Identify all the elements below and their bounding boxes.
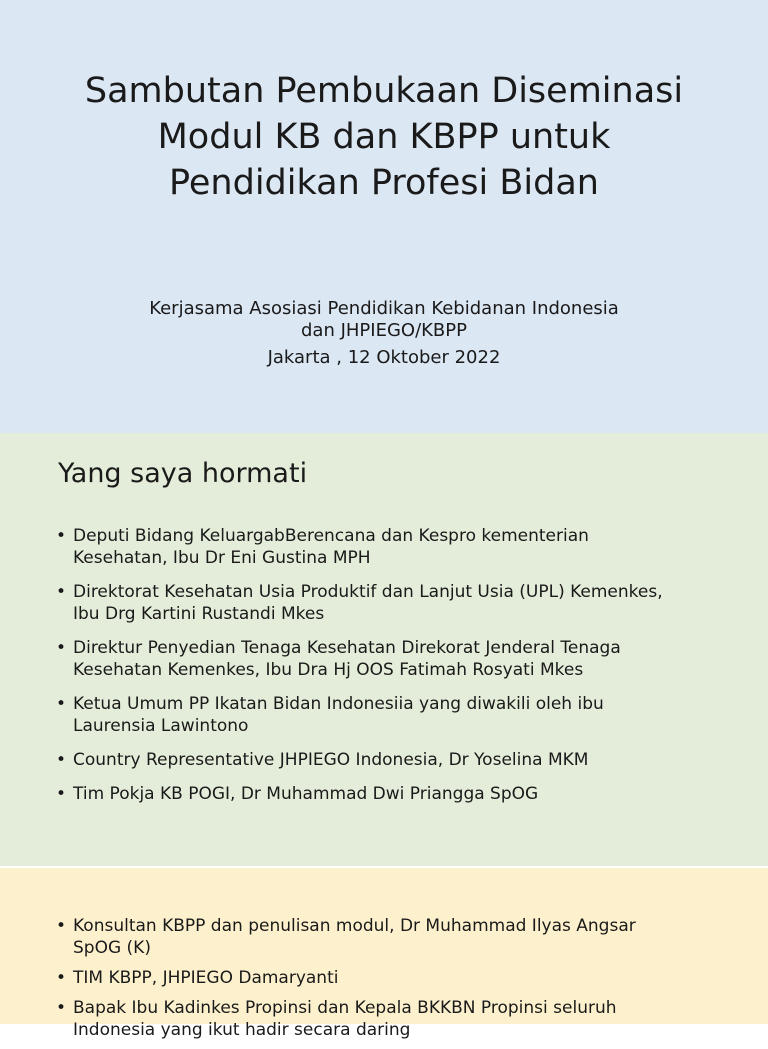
slide-greetings [0,433,768,866]
list-item [56,967,728,989]
list-item-line: Tim Pokja KB POGI, Dr Muhammad Dwi Priangga SpOG [73,784,539,804]
bullet-icon: • [56,638,67,658]
list-item [56,637,728,681]
list-item-line: Ibu Drg Kartini Rustandi Mkes [73,604,325,624]
list-item-line: Indonesia yang ikut hadir secara daring [73,1020,411,1040]
list-item-line: Bapak Ibu Kadinkes Propinsi dan Kepala BKKBN Propinsi seluruh [73,998,617,1018]
list-item [56,693,728,737]
slide-subtitle [40,298,728,370]
list-item [56,783,728,805]
list-item-line: Ketua Umum PP Ikatan Bidan Indonesiia yang diwakili oleh ibu [73,694,604,714]
slide-heading: Yang saya hormati [58,458,308,489]
list-item-line: SpOG (K) [73,938,151,958]
list-item-line: Direktorat Kesehatan Usia Produktif dan Lanjut Usia (UPL) Kemenkes, [73,582,663,602]
list-item [56,749,728,771]
greeting-list-continued [56,915,728,1049]
bullet-icon: • [56,582,67,602]
slide-title-heading [40,68,728,206]
bullet-icon: • [56,784,67,804]
bullet-icon: • [56,750,67,770]
list-item-line: Kesehatan, Ibu Dr Eni Gustina MPH [73,548,371,568]
list-item [56,581,728,625]
bullet-icon: • [56,916,67,936]
title-line-3: Pendidikan Profesi Bidan [169,163,599,203]
list-item-line: Direktur Penyedian Tenaga Kesehatan Direkorat Jenderal Tenaga [73,638,621,658]
list-item-line: TIM KBPP, JHPIEGO Damaryanti [73,968,339,988]
list-item-line: Country Representative JHPIEGO Indonesia, Dr Yoselina MKM [73,750,589,770]
title-line-1: Sambutan Pembukaan Diseminasi [84,71,684,111]
subtitle-line-2: dan JHPIEGO/KBPP [300,320,467,341]
list-item [56,997,728,1041]
list-item-line: Kesehatan Kemenkes, Ibu Dra Hj OOS Fatimah Rosyati Mkes [73,660,584,680]
subtitle-line-1: Kerjasama Asosiasi Pendidikan Kebidanan Indonesia [149,298,619,319]
subtitle-date: Jakarta , 12 Oktober 2022 [267,347,501,368]
slide-greetings-continued [0,868,768,1040]
title-line-2: Modul KB dan KBPP untuk [157,117,611,157]
bullet-icon: • [56,526,67,546]
bullet-icon: • [56,694,67,714]
bullet-icon: • [56,998,67,1018]
bullet-icon: • [56,968,67,988]
slide-title [0,0,768,433]
greeting-list [56,525,728,817]
list-item [56,915,728,959]
list-item-line: Konsultan KBPP dan penulisan modul, Dr Muhammad Ilyas Angsar [73,916,636,936]
list-item [56,525,728,569]
list-item-line: Deputi Bidang KeluargabBerencana dan Kespro kementerian [73,526,589,546]
list-item-line: Laurensia Lawintono [73,716,249,736]
